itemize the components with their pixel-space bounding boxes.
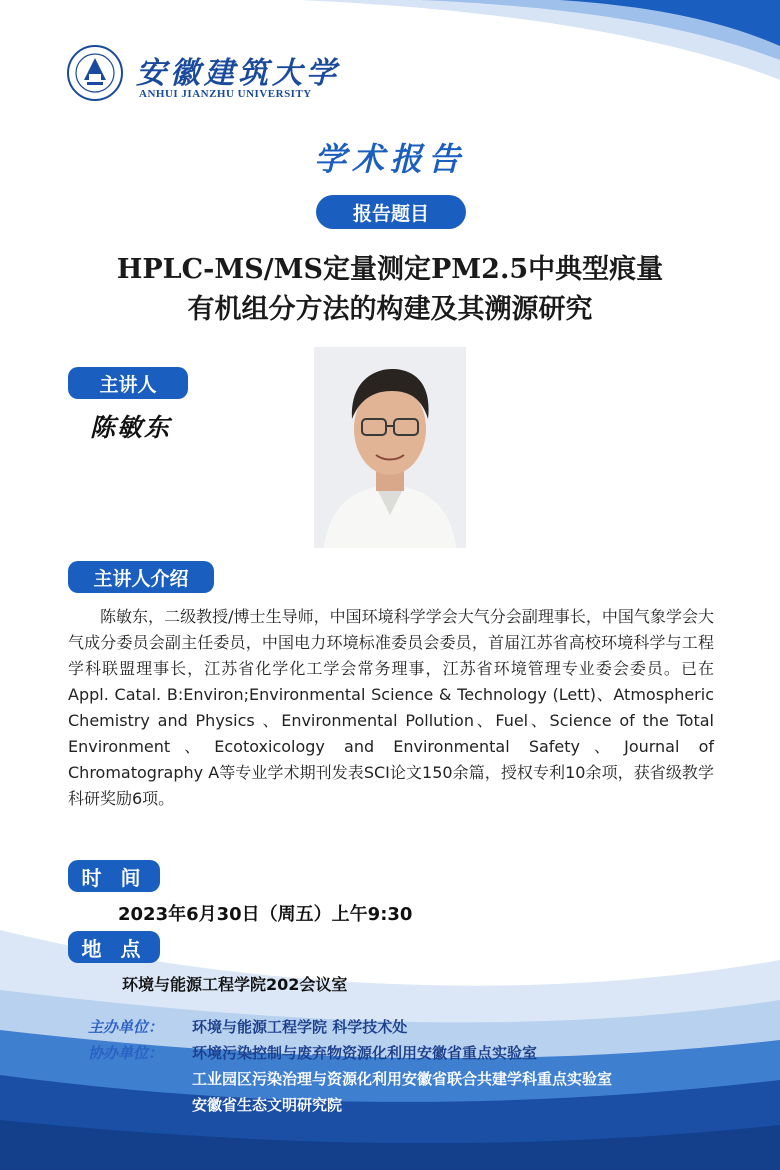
topic-title-line-1: HPLC-MS/MS定量测定PM2.5中典型痕量: [116, 254, 664, 285]
co-label: 协办单位：: [88, 1044, 164, 1062]
speaker-label: 主讲人: [68, 367, 188, 399]
topic-label: 报告题目: [316, 195, 466, 229]
topic-title: [0, 250, 780, 330]
page-title: 学术报告: [313, 140, 466, 178]
co-org-row-2: [192, 1068, 612, 1090]
topic-title-line-2: 有机组分方法的构建及其溯源研究: [187, 294, 593, 325]
university-seal-icon: [66, 44, 124, 102]
speaker-bio: 陈敏东，二级教授/博士生导师，中国环境科学学会大气分会副理事长，中国气象学会大气成分委员会副主任委员，中国电力环境标准委员会委员，首届江苏省高校环境科学与工程学科联盟理事长，江苏省化学化工学会常务理事，江苏省环境管理专业委会委员。已在Appl. Catal. B:Environ;Environmental Science & Technology (Lett)、Atmospheric Chemistry and Physics 、Environmental Pollution、Fuel、Science of the Total Environment、Ecotoxicology and Environmental Safety、Journal of Chromatography A等专业学术期刊发表SCI论文150余篇，授权专利10余项，获省级教学科研奖励6项。: [68, 607, 714, 808]
co-value-1: 环境污染控制与废弃物资源化利用安徽省重点实验室: [192, 1044, 538, 1062]
co-org-row-3: [192, 1094, 342, 1116]
speaker-name: 陈敏东: [90, 413, 172, 442]
intro-label: 主讲人介绍: [68, 561, 214, 593]
co-org-row: [88, 1042, 537, 1064]
time-label: 时 间: [68, 860, 160, 892]
university-name-cn: 安徽建筑大学: [136, 56, 340, 91]
host-label: 主办单位：: [88, 1018, 164, 1036]
university-name-en: ANHUI JIANZHU UNIVERSITY: [139, 88, 312, 100]
host-value: 环境与能源工程学院 科学技术处: [192, 1018, 408, 1036]
co-value-2: 工业园区污染治理与资源化利用安徽省联合共建学科重点实验室: [192, 1070, 613, 1088]
place-label: 地 点: [68, 931, 160, 963]
place-value: 环境与能源工程学院202会议室: [122, 975, 348, 994]
host-org-row: [88, 1016, 407, 1038]
co-value-3: 安徽省生态文明研究院: [192, 1096, 343, 1114]
speaker-photo: [314, 347, 466, 548]
time-value: 2023年6月30日（周五）上午9:30: [118, 904, 413, 925]
